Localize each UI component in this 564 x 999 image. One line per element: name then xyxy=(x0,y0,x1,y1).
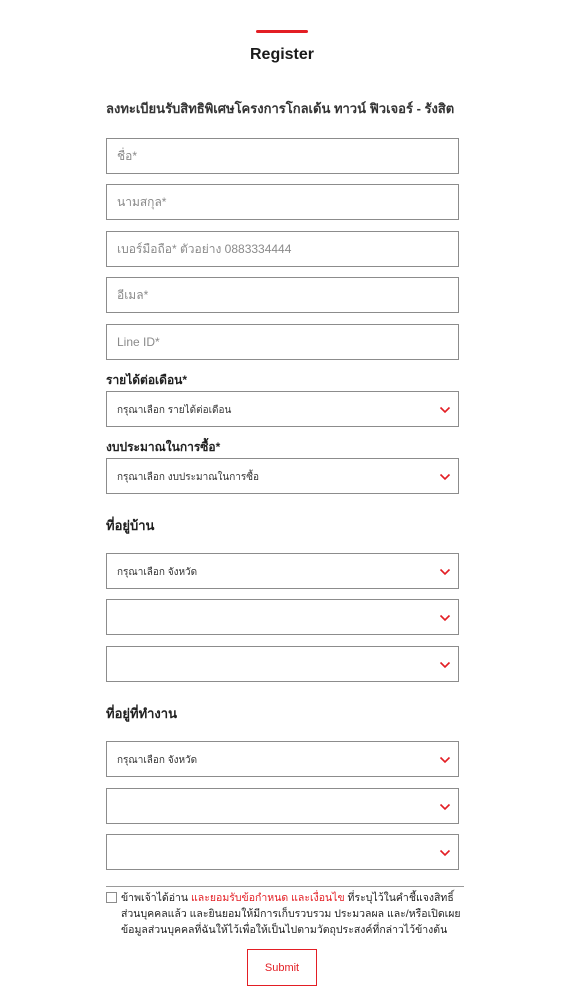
budget-label: งบประมาณในการซื้อ* xyxy=(106,440,221,454)
phone-field[interactable] xyxy=(106,231,459,267)
chevron-down-icon xyxy=(439,473,451,481)
work-province-value: กรุณาเลือก จังหวัด xyxy=(117,755,198,766)
income-select[interactable] xyxy=(106,391,459,427)
terms-link[interactable]: และยอมรับข้อกำหนด xyxy=(191,892,289,904)
chevron-down-icon xyxy=(439,803,451,811)
income-label: รายได้ต่อเดือน* xyxy=(106,373,188,387)
email-input[interactable] xyxy=(107,278,458,312)
work-province-select[interactable] xyxy=(106,741,459,777)
chevron-down-icon xyxy=(439,756,451,764)
work-address-heading: ที่อยู่ที่ทำงาน xyxy=(106,706,177,721)
first-name-field[interactable] xyxy=(106,138,459,174)
chevron-down-icon xyxy=(439,568,451,576)
email-field[interactable] xyxy=(106,277,459,313)
chevron-down-icon xyxy=(439,614,451,622)
chevron-down-icon xyxy=(439,849,451,857)
consent-suffix: ที่ระบุไว้ในคำชี้แจงสิทธิ์ส่วนบุคคลแล้ว และยินยอมให้มีการเก็บรวบรวม ประมวลผล และ/หรือเปิดเผยข้อมูลส่วนบุคคลที่ฉันให้ไว้เพื่อให้เป็นไปตามวัตถุประสงค์ที่กล่าวไว้ข้างต้น xyxy=(121,892,461,936)
last-name-field[interactable] xyxy=(106,184,459,220)
work-subdistrict-select[interactable] xyxy=(106,834,459,870)
page-title: Register xyxy=(249,46,315,63)
income-select-value: กรุณาเลือก รายได้ต่อเดือน xyxy=(117,405,232,416)
home-district-select[interactable] xyxy=(106,599,459,635)
phone-input[interactable] xyxy=(107,232,458,266)
first-name-input[interactable] xyxy=(107,139,458,173)
consent-prefix: ข้าพเจ้าได้อ่าน xyxy=(121,892,192,904)
home-province-value: กรุณาเลือก จังหวัด xyxy=(117,567,198,578)
last-name-input[interactable] xyxy=(107,185,458,219)
line-id-input[interactable] xyxy=(107,325,458,359)
consent-text xyxy=(121,890,461,938)
consent-checkbox[interactable] xyxy=(106,892,117,903)
page-subtitle: ลงทะเบียนรับสิทธิพิเศษโครงการโกลเด้น ทาวน์ ฟิวเจอร์ - รังสิต xyxy=(106,101,455,116)
submit-button[interactable]: Submit xyxy=(247,949,317,986)
work-district-select[interactable] xyxy=(106,788,459,824)
conditions-link[interactable]: และเงื่อนไข xyxy=(291,892,345,904)
chevron-down-icon xyxy=(439,661,451,669)
title-accent-line xyxy=(256,30,308,33)
chevron-down-icon xyxy=(439,406,451,414)
budget-select-value: กรุณาเลือก งบประมาณในการซื้อ xyxy=(117,472,260,483)
line-id-field[interactable] xyxy=(106,324,459,360)
budget-select[interactable] xyxy=(106,458,459,494)
home-address-heading: ที่อยู่บ้าน xyxy=(106,518,155,533)
home-province-select[interactable] xyxy=(106,553,459,589)
consent-divider xyxy=(106,886,464,887)
home-subdistrict-select[interactable] xyxy=(106,646,459,682)
